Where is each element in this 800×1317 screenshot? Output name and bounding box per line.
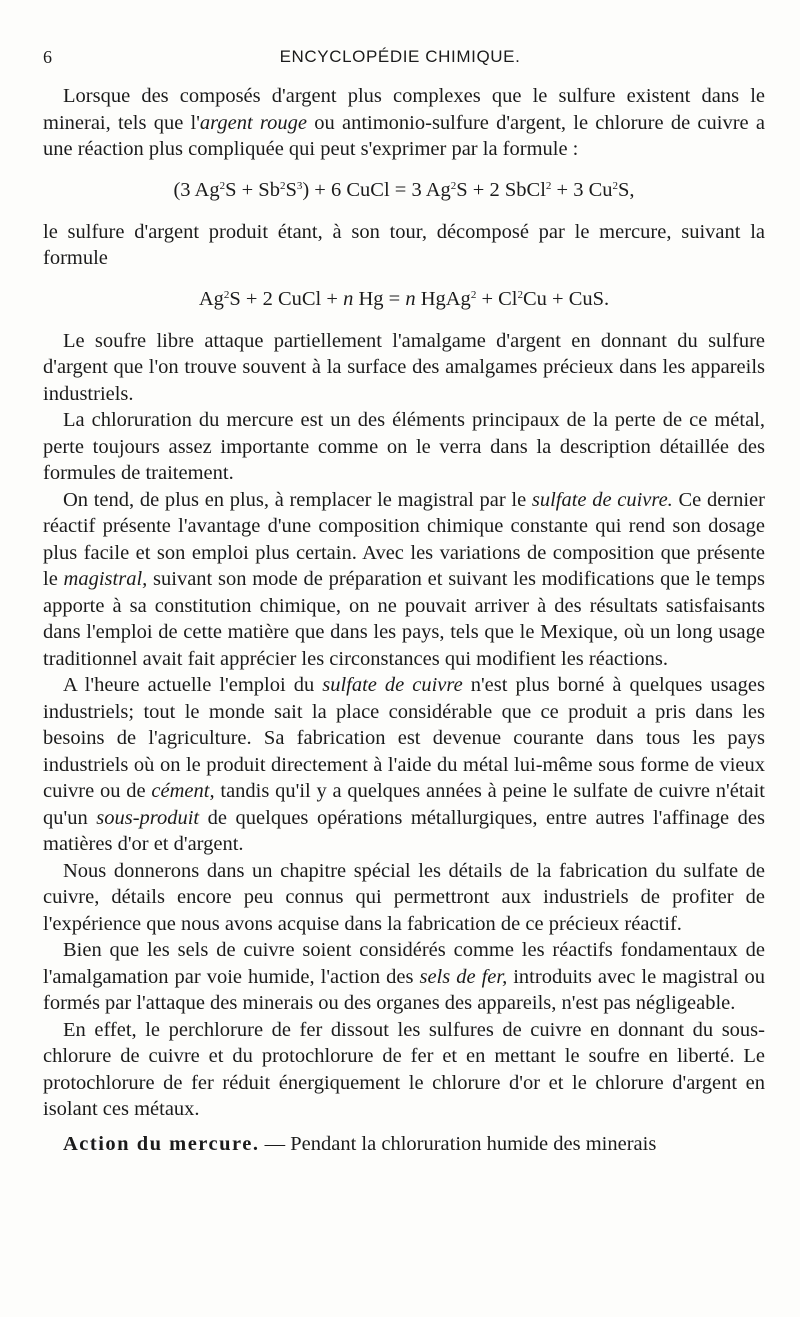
- paragraph-4: La chloruration du mercure est un des éléments principaux de la perte de ce métal, perte toujours assez importante comme on le verra dans la description détaillée des formules de traitement.: [43, 409, 765, 484]
- paragraph-3: Le soufre libre attaque partiellement l'amalgame d'argent en donnant du sulfure d'argent que l'on trouve souvent à la surface des amalgames précieux dans les appareils industriels.: [43, 329, 765, 405]
- paragraph-10: Action du mercure. — Pendant la chloruration humide des minerais: [63, 1132, 657, 1155]
- formula-2: $Ag^2S + 2$ CuCl + n Hg = n HgAg$^2$ + $Cl^2Cu$ + CuS.: [198, 287, 610, 310]
- running-title: ENCYCLOPÉDIE CHIMIQUE.: [279, 47, 521, 66]
- running-header: [0, 47, 800, 71]
- body-text: [43, 83, 765, 1157]
- paragraph-6: A l'heure actuelle l'emploi du sulfate de cuivre n'est plus borné à quelques usages industriels; tout le monde sait la place considérable que ce produit a pris dans les besoins de l'agriculture. Sa fabrication est devenue courante dans tous les pays industriels où on le produit directement à l'aide du métal lui-même sous forme de vieux cuivre ou de cément, tandis qu'il y a quelques années à peine le sulfate de cuivre n'était qu'un sous-produit de quelques opérations métallurgiques, entre autres l'affinage des matières d'or et d'argent.: [43, 674, 765, 855]
- paragraph-8: Bien que les sels de cuivre soient considérés comme les réactifs fondamentaux de l'amalgamation par voie humide, l'action des sels de fer, introduits avec le magistral ou formés par l'attaque des minerais ou des organes des appareils, n'est pas négligeable.: [43, 939, 765, 1014]
- paragraph-9: En effet, le perchlorure de fer dissout les sulfures de cuivre en donnant du sous-chlorure de cuivre et du protochlorure de fer et en mettant le soufre en liberté. Le protochlorure de fer réduit énergiquement le chlorure d'or et le chlorure d'argent en isolant ces métaux.: [43, 1018, 765, 1120]
- page-number: 6: [43, 47, 52, 67]
- paragraph-1: Lorsque des composés d'argent plus complexes que le sulfure existent dans le minerai, tels que l'argent rouge ou antimonio-sulfure d'argent, le chlorure de cuivre a une réaction plus compliquée qui peut s'exprimer par la formule :: [43, 85, 765, 160]
- section-heading: Action du mercure.: [63, 1132, 260, 1155]
- paragraph-7: Nous donnerons dans un chapitre spécial les détails de la fabrication du sulfate de cuivre, détails encore peu connus qui permettront aux industriels de profiter de l'expérience que nous avons acquise dans la fabrication de ce précieux réactif.: [43, 859, 765, 935]
- paragraph-5: On tend, de plus en plus, à remplacer le magistral par le sulfate de cuivre. Ce dernier réactif présente l'avantage d'une composition chimique constante qui rend son dosage plus facile et son emploi plus certain. Avec les variations de composition que présente le magistral, suivant son mode de préparation et suivant les modifications que le temps apporte à sa constitution chimique, on ne pouvait arriver à des résultats satisfaisants dans l'emploi de cette matière que dans les pays, tels que le Mexique, où un long usage traditionnel avait fait apprécier les circonstances qui modifient les réactions.: [43, 488, 766, 670]
- formula-1: (3 $Ag^2S + Sb^2S^3) + 6$ CuCl = 3 $Ag^2S + 2$ SbCl$^2$ + 3 Cu$^2$S,: [173, 178, 635, 201]
- paragraph-2: le sulfure d'argent produit étant, à son tour, décomposé par le mercure, suivant la formule: [43, 220, 765, 269]
